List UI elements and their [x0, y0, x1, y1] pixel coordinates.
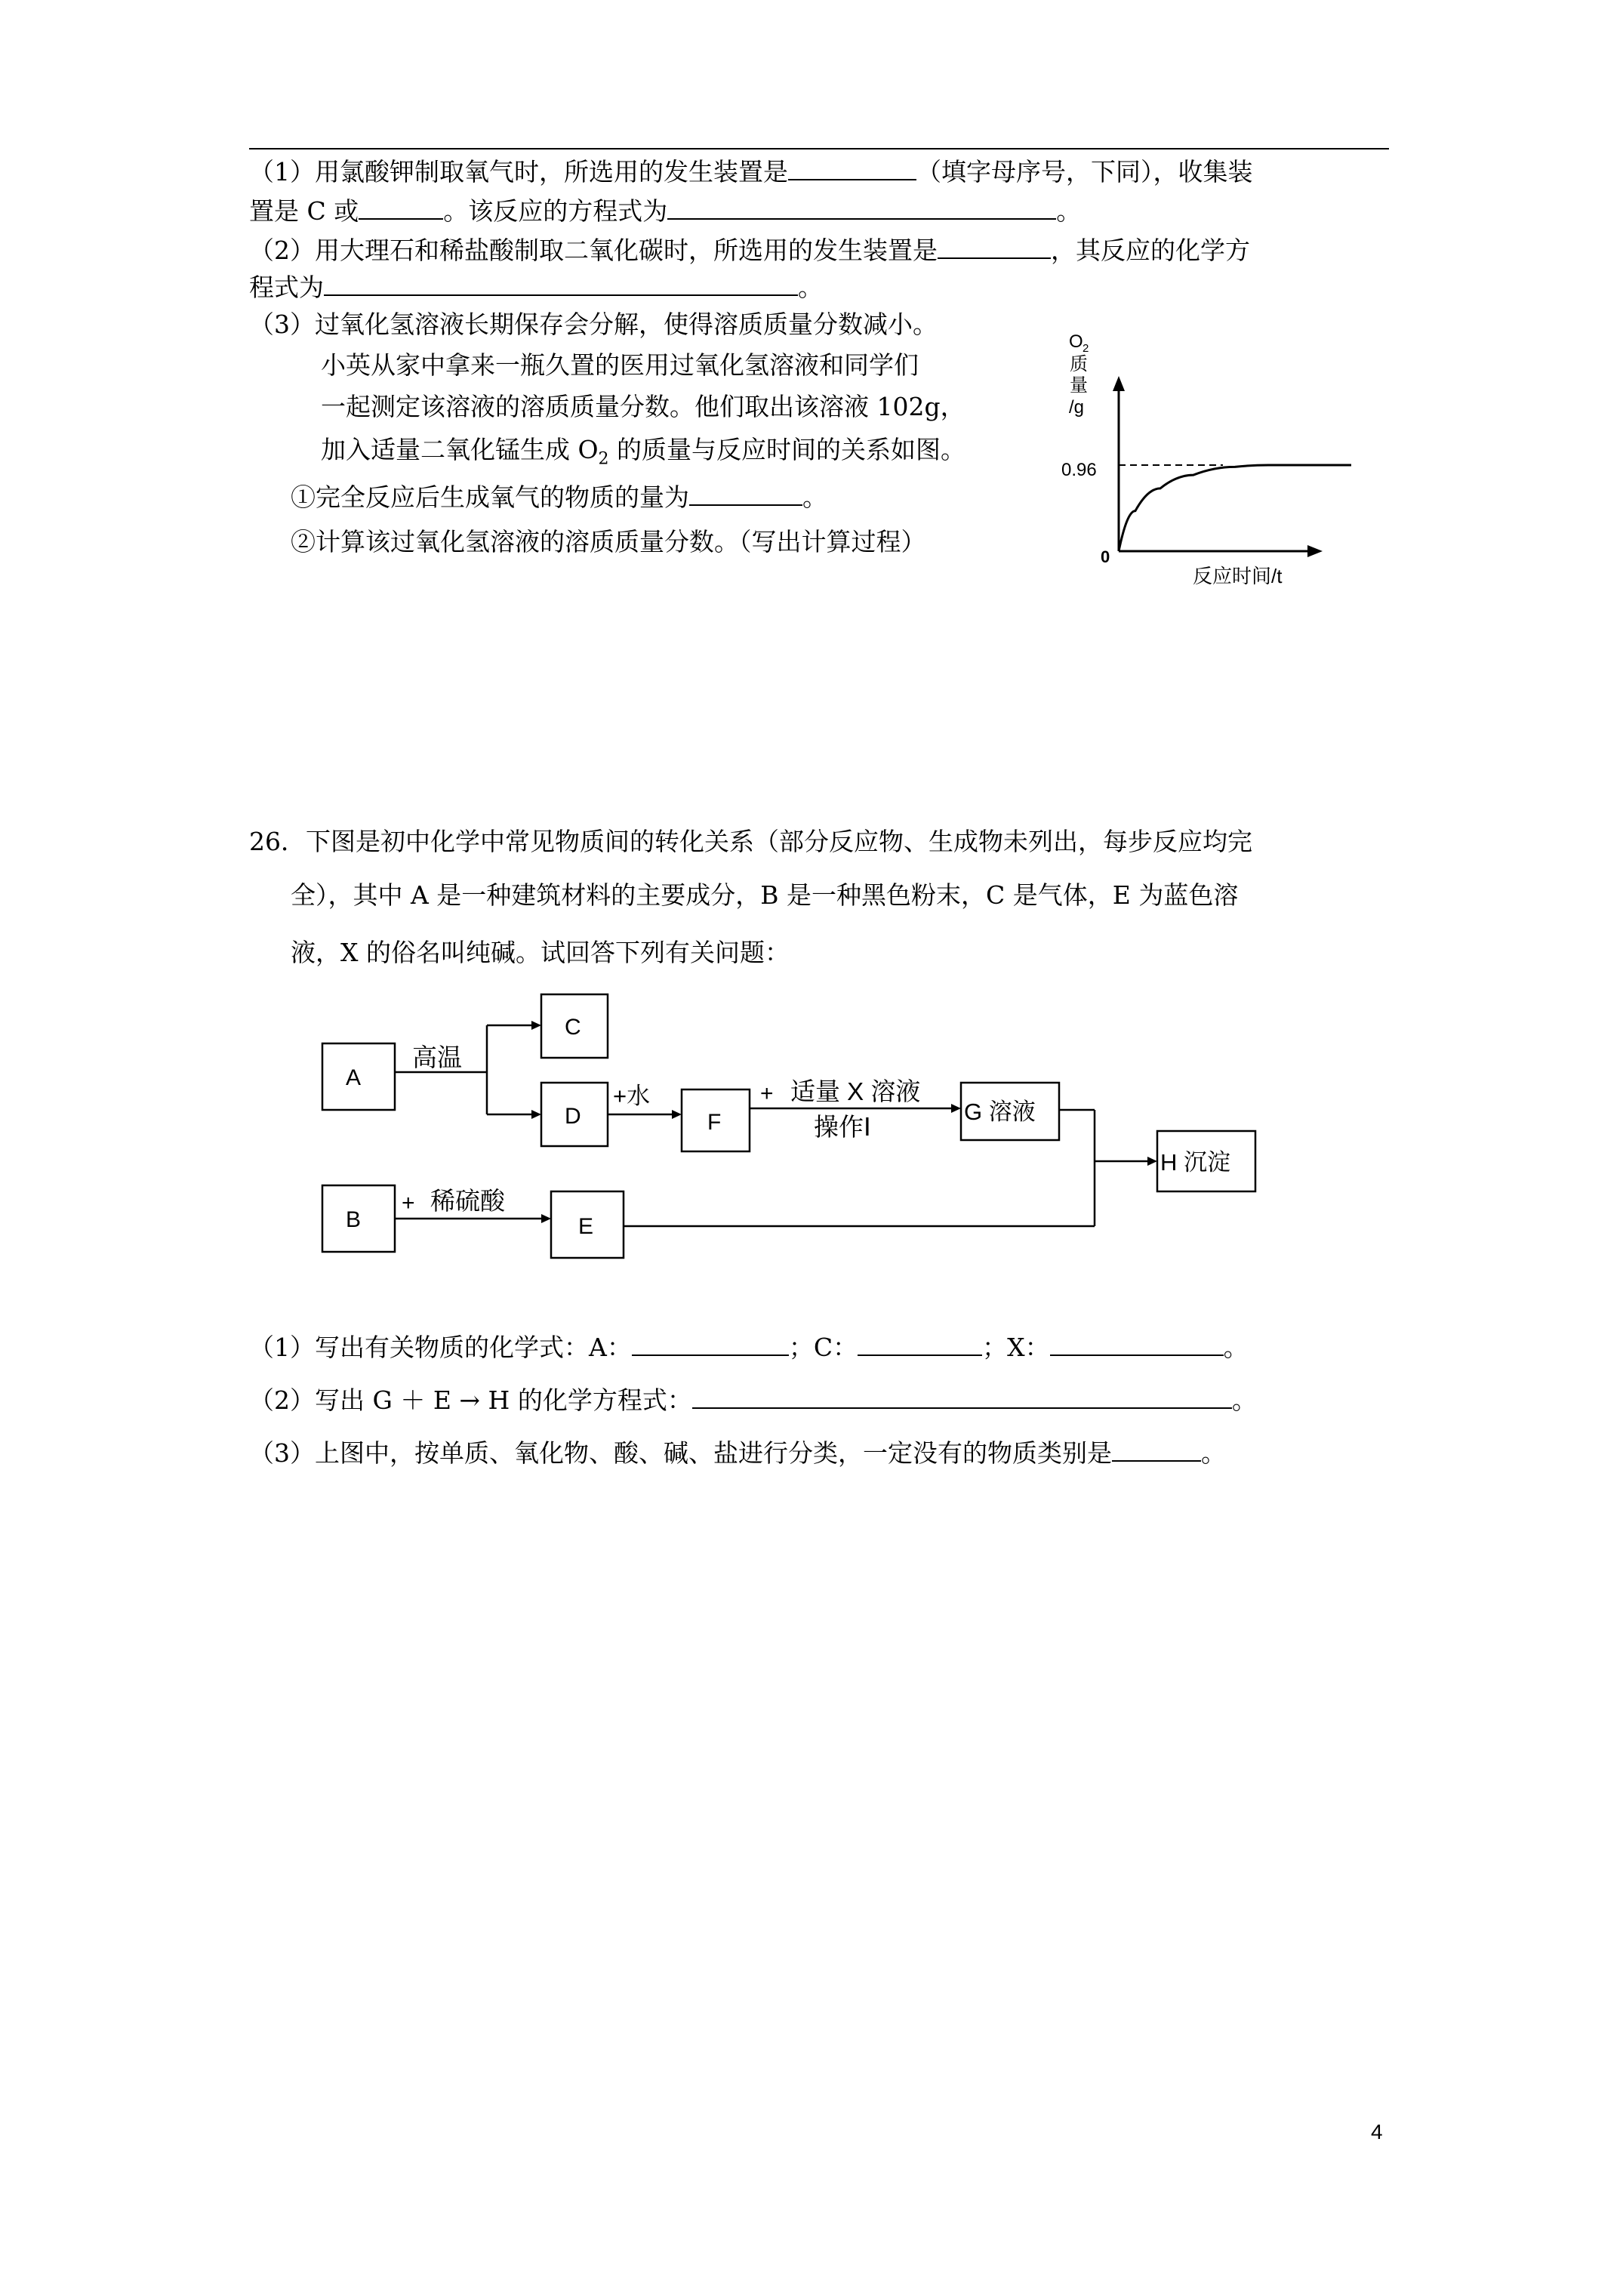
y-axis-label-char1: 质 [1070, 354, 1088, 374]
q26-stem-line1 [249, 823, 1252, 861]
y-axis-label-unit: /g [1069, 397, 1085, 418]
q26-part1 [249, 1329, 1249, 1366]
text: ；C： [788, 1333, 858, 1362]
q25-part1-line2 [249, 193, 1081, 230]
text: 加入适量二氧化锰生成 O [321, 435, 599, 464]
text: 程式为 [249, 273, 324, 302]
label-add-water: +水 [613, 1083, 651, 1109]
y-axis-label-sub: 2 [1083, 342, 1089, 355]
label-plus-x: + [760, 1081, 774, 1106]
label-f: F [707, 1110, 722, 1135]
q25-part2-line2 [249, 269, 823, 306]
answer-blank-a[interactable] [632, 1329, 789, 1356]
text: （3）过氧化氢溶液长期保存会分解，使得溶质质量分数减小。 [249, 310, 938, 339]
answer-blank[interactable] [938, 232, 1051, 259]
text: 。 [1223, 1333, 1249, 1362]
text: （1）用氯酸钾制取氧气时，所选用的发生装置是 [249, 157, 788, 186]
text: 。 [1231, 1385, 1257, 1415]
y-axis-arrow [1113, 376, 1125, 391]
q26-stem-line3 [291, 935, 790, 971]
arrowhead-e [541, 1214, 551, 1223]
label-a: A [346, 1065, 362, 1090]
text: （2）写出 G ＋ E → H 的化学方程式： [249, 1385, 692, 1415]
q25-part3-line4 [321, 432, 965, 478]
series-line [1119, 465, 1351, 551]
y-tick-label: 0.96 [1061, 460, 1097, 480]
subscript: 2 [598, 449, 609, 469]
text: 。 [802, 482, 827, 512]
text: （填字母序号，下同），收集装 [916, 157, 1253, 186]
text: 。该反应的方程式为 [443, 196, 668, 226]
q25-part3-line2 [321, 347, 919, 384]
text: 小英从家中拿来一瓶久置的医用过氧化氢溶液和同学们 [321, 350, 919, 380]
q25-part1-line1 [249, 153, 1253, 190]
answer-blank-c[interactable] [858, 1329, 982, 1356]
q25-part3-line3 [321, 389, 965, 425]
label-plus-acid: + [402, 1191, 415, 1216]
arrowhead-f [672, 1110, 682, 1119]
label-add-x: 适量 X 溶液 [790, 1077, 921, 1105]
conversion-diagram [317, 982, 1283, 1268]
label-high-temp: 高温 [412, 1043, 462, 1071]
text: 26．下图是初中化学中常见物质间的转化关系（部分反应物、生成物未列出，每步反应均完 [249, 827, 1252, 856]
label-add-acid: 稀硫酸 [430, 1187, 505, 1215]
text: 的质量与反应时间的关系如图。 [608, 435, 966, 464]
text: ，其反应的化学方 [1051, 236, 1250, 265]
arrowhead-c [531, 1021, 541, 1030]
q26-stem-line2 [291, 877, 1238, 914]
label-operation-1: 操作Ⅰ [814, 1113, 871, 1141]
x-axis-arrow [1307, 545, 1323, 557]
text: ②计算该过氧化氢溶液的溶质质量分数。（写出计算过程） [291, 527, 926, 556]
answer-blank[interactable] [324, 269, 798, 296]
y-axis-label-o: O [1069, 331, 1083, 352]
label-c: C [565, 1015, 581, 1040]
answer-blank[interactable] [689, 479, 802, 506]
arrowhead-d [531, 1110, 541, 1119]
answer-blank-equation[interactable] [692, 1382, 1232, 1409]
text: 。 [1056, 196, 1082, 226]
label-e: E [578, 1214, 594, 1239]
text: 。 [798, 273, 823, 302]
text: （3）上图中，按单质、氧化物、酸、碱、盐进行分类，一定没有的物质类别是 [249, 1438, 1112, 1468]
text: 液，X 的俗名叫纯碱。试回答下列有关问题： [291, 938, 790, 967]
text: 全），其中 A 是一种建筑材料的主要成分，B 是一种黑色粉末，C 是气体，E 为蓝色溶 [291, 880, 1239, 910]
x-axis-label: 反应时间/t [1193, 565, 1283, 587]
arrowhead-h [1147, 1157, 1157, 1166]
answer-blank[interactable] [667, 193, 1056, 220]
text: 一起测定该溶液的溶质质量分数。他们取出该溶液 102g， [321, 392, 965, 421]
label-d: D [565, 1104, 581, 1129]
answer-blank[interactable] [359, 193, 443, 220]
oxygen-mass-chart [1049, 325, 1351, 596]
label-g: G 溶液 [964, 1099, 1036, 1125]
q25-part3-sub1 [291, 479, 827, 516]
page-number: 4 [1371, 2120, 1383, 2143]
text: 。 [1201, 1438, 1226, 1468]
label-h: H 沉淀 [1160, 1149, 1230, 1176]
origin-label: 0 [1101, 547, 1110, 566]
answer-blank-category[interactable] [1112, 1435, 1201, 1462]
top-rule [249, 148, 1389, 149]
answer-blank[interactable] [788, 153, 916, 180]
q25-part2-line1 [249, 232, 1250, 269]
q25-part3-sub2 [291, 524, 926, 560]
text: ①完全反应后生成氧气的物质的量为 [291, 482, 689, 512]
text: （2）用大理石和稀盐酸制取二氧化碳时，所选用的发生装置是 [249, 236, 938, 265]
y-axis-label-char2: 量 [1070, 375, 1088, 396]
text: 置是 C 或 [249, 196, 359, 226]
q26-part2 [249, 1382, 1257, 1419]
arrowhead-g [951, 1104, 961, 1113]
answer-blank-x[interactable] [1050, 1329, 1224, 1356]
q25-part3-line1 [249, 307, 938, 343]
label-b: B [346, 1207, 362, 1232]
text: ；X： [982, 1333, 1050, 1362]
q26-part3 [249, 1435, 1226, 1472]
text: （1）写出有关物质的化学式：A： [249, 1333, 632, 1362]
